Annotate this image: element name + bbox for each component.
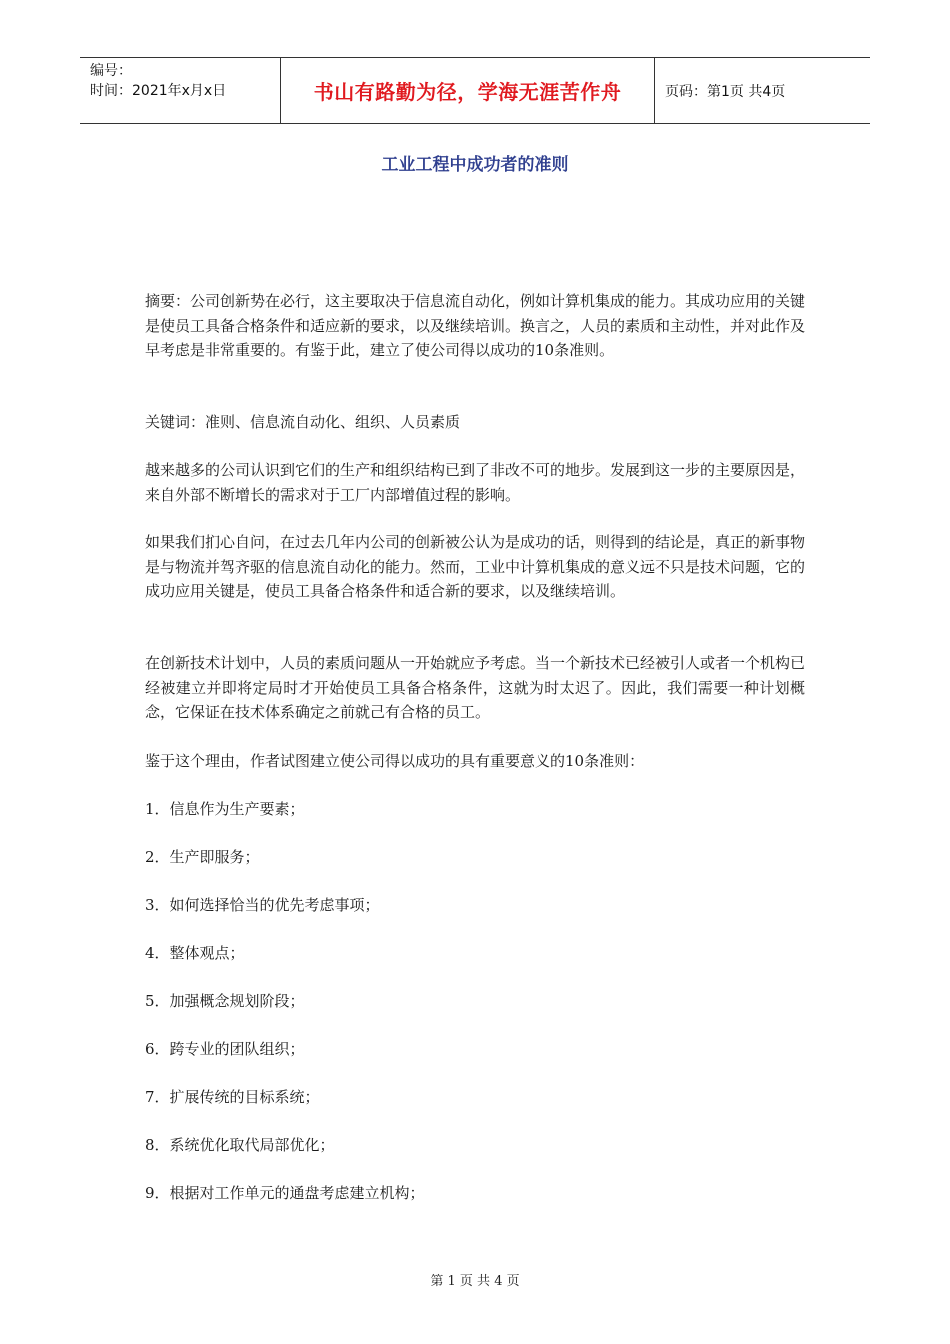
abstract-paragraph: 摘要：公司创新势在必行，这主要取决于信息流自动化，例如计算机集成的能力。其成功应用的关键是使员工具备合格条件和适应新的要求，以及继续培训。换言之，人员的素质和主动性，并对此作及早考虑是非常重要的。有鉴于此，建立了使公司得以成功的10条准则。	[145, 292, 806, 359]
serial-label: 编号：	[90, 63, 132, 79]
header-page-info: 页码：第1页 共4页	[665, 83, 786, 100]
keywords-line: 关键词：准则、信息流自动化、组织、人员素质	[145, 413, 461, 431]
body-paragraph: 如果我们扪心自问，在过去几年内公司的创新被公认为是成功的话，则得到的结论是，真正的新事物是与物流并驾齐驱的信息流自动化的能力。然而，工业中计算机集成的意义远不只是技术问题，它的成功应用关键是，使员工具备合格条件和适合新的要求，以及继续培训。	[145, 533, 806, 600]
date-label: 时间：2021年x月x日	[90, 83, 227, 99]
header-motto: 书山有路勤为径，学海无涯苦作舟	[313, 80, 622, 104]
rule-item: 5．加强概念规划阶段；	[145, 992, 305, 1010]
document-body	[145, 289, 805, 1229]
header-meta	[80, 58, 281, 123]
body-paragraph: 鉴于这个理由，作者试图建立使公司得以成功的具有重要意义的10条准则：	[145, 752, 645, 770]
rule-item: 7．扩展传统的目标系统；	[145, 1088, 320, 1106]
rule-item: 4．整体观点；	[145, 944, 245, 962]
rule-item: 1．信息作为生产要素；	[145, 800, 305, 818]
rule-item: 2．生产即服务；	[145, 848, 260, 866]
rule-item: 6．跨专业的团队组织；	[145, 1040, 305, 1058]
rule-item: 9．根据对工作单元的通盘考虑建立机构；	[145, 1184, 425, 1202]
header-motto-cell	[281, 58, 655, 123]
page-footer: 第 1 页 共 4 页	[430, 1274, 520, 1289]
page-header	[80, 57, 870, 124]
rule-item: 8．系统优化取代局部优化；	[145, 1136, 335, 1154]
body-paragraph: 越来越多的公司认识到它们的生产和组织结构已到了非改不可的地步。发展到这一步的主要原因是，来自外部不断增长的需求对于工厂内部增值过程的影响。	[145, 461, 806, 504]
body-paragraph: 在创新技术计划中，人员的素质问题从一开始就应予考虑。当一个新技术已经被引人或者一个机构已经被建立并即将定局时才开始使员工具备合格条件，这就为时太迟了。因此，我们需要一种计划概念，它保证在技术体系确定之前就己有合格的员工。	[145, 654, 806, 721]
document-title: 工业工程中成功者的准则	[381, 155, 569, 175]
rule-item: 3．如何选择恰当的优先考虑事项；	[145, 896, 380, 914]
